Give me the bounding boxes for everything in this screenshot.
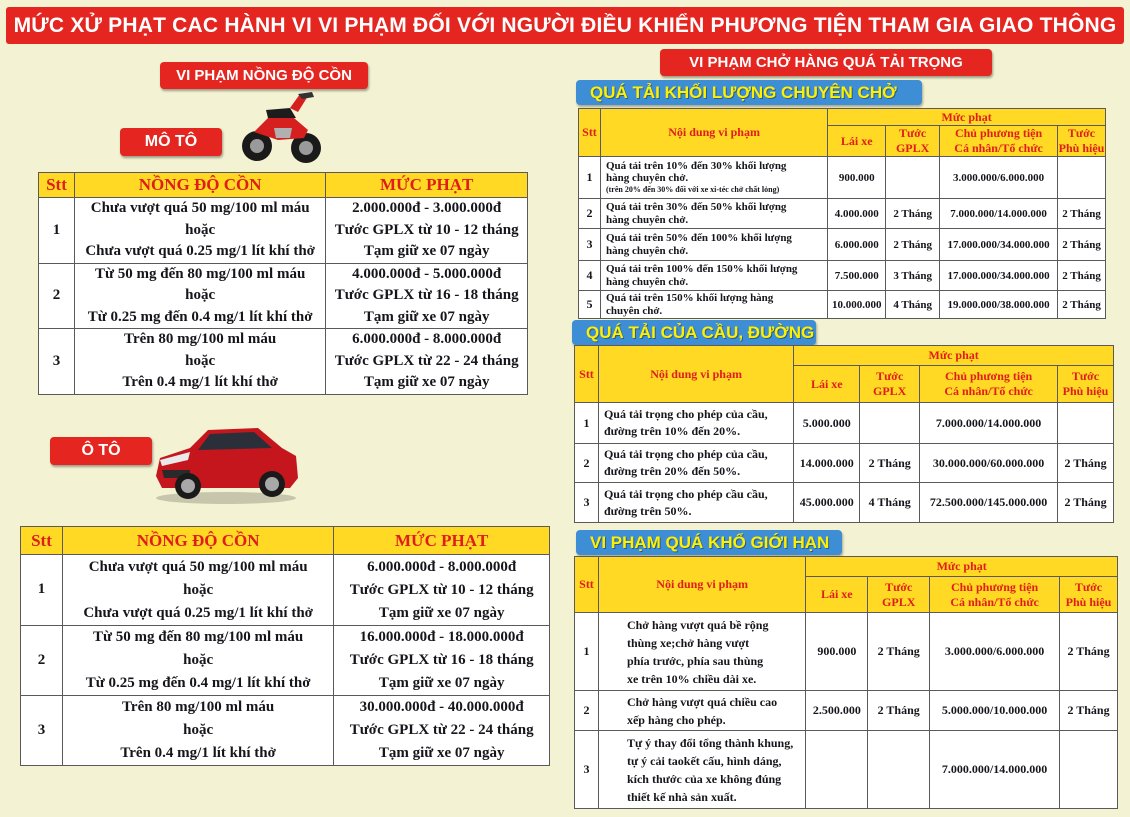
driver-fine: 6.000.000 [828,229,886,261]
overload-section-title: VI PHẠM CHỞ HÀNG QUÁ TẢI TRỌNG [660,49,992,76]
alcohol-level-cell: Chưa vượt quá 50 mg/100 ml máu hoặc Chưa vượt quá 0.25 mg/1 lít khí thở [62,555,333,626]
alcohol-section-title: VI PHẠM NỒNG ĐỘ CỒN [160,62,368,89]
table-row [575,483,1114,523]
row-stt: 2 [39,263,75,329]
header-driver: Lái xe [806,577,868,613]
driver-fine: 45.000.000 [794,483,860,523]
badge-suspension [1060,731,1118,809]
row-stt: 1 [575,403,599,444]
row-stt: 5 [579,291,601,319]
owner-fine: 30.000.000/60.000.000 [920,444,1058,483]
violation-cell: Chở hàng vượt quá chiều cao xếp hàng cho phép. [598,691,805,731]
fine-cell: 4.000.000đ - 5.000.000đ Tước GPLX từ 16 - 18 tháng Tạm giữ xe 07 ngày [326,263,528,329]
row-stt: 1 [39,198,75,264]
table-row [21,696,550,766]
badge-suspension [1058,403,1114,444]
driver-fine [806,731,868,809]
header-driver: Lái xe [794,366,860,403]
driver-fine: 2.500.000 [806,691,868,731]
violation-cell: Quá tải trọng cho phép của cầu, đường trên 20% đến 50%. [598,444,793,483]
owner-fine: 7.000.000/14.000.000 [940,199,1058,229]
owner-fine: 17.000.000/34.000.000 [940,261,1058,291]
header-stt: Stt [575,557,599,613]
row-stt: 2 [21,626,63,696]
row-stt: 3 [21,696,63,766]
table-row [579,157,1106,199]
owner-fine: 5.000.000/10.000.000 [930,691,1060,731]
motorbike-icon [238,88,324,168]
gplx-suspension [886,157,940,199]
owner-fine: 3.000.000/6.000.000 [940,157,1058,199]
owner-fine: 7.000.000/14.000.000 [930,731,1060,809]
driver-fine: 7.500.000 [828,261,886,291]
header-content: Nội dung vi phạm [600,109,827,157]
row-stt: 3 [575,483,599,523]
table-row [39,329,528,395]
gplx-suspension [868,731,930,809]
driver-fine: 14.000.000 [794,444,860,483]
alcohol-level-cell: Chưa vượt quá 50 mg/100 ml máu hoặc Chưa vượt quá 0.25 mg/1 lít khí thở [74,198,325,264]
header-stt: Stt [579,109,601,157]
car-icon [150,418,302,506]
row-stt: 3 [39,329,75,395]
badge-suspension: 2 Tháng [1060,691,1118,731]
motorbike-alcohol-table [38,172,528,395]
violation-cell: Quá tải trên 10% đến 30% khối lượng hàng chuyên chở. (trên 20% đến 30% đối với xe xi-téc chở chất lỏng) [600,157,827,199]
violation-cell: Quá tải trọng cho phép của cầu, đường trên 10% đến 20%. [598,403,793,444]
section2-title: QUÁ TẢI CỦA CẦU, ĐƯỜNG [572,320,816,345]
badge-suspension: 2 Tháng [1058,444,1114,483]
fine-cell: 16.000.000đ - 18.000.000đ Tước GPLX từ 16 - 18 tháng Tạm giữ xe 07 ngày [334,626,550,696]
gplx-suspension: 4 Tháng [886,291,940,319]
header-driver: Lái xe [828,126,886,157]
owner-fine: 19.000.000/38.000.000 [940,291,1058,319]
owner-fine: 17.000.000/34.000.000 [940,229,1058,261]
badge-suspension: 2 Tháng [1058,199,1106,229]
gplx-suspension: 2 Tháng [886,199,940,229]
row-stt: 1 [579,157,601,199]
row-stt: 2 [575,691,599,731]
table-row [575,731,1118,809]
driver-fine: 10.000.000 [828,291,886,319]
row-stt: 1 [21,555,63,626]
gplx-suspension: 2 Tháng [868,691,930,731]
header-gplx: Tước GPLX [868,577,930,613]
row-stt: 2 [575,444,599,483]
table-row [579,291,1106,319]
header-content: Nội dung vi phạm [598,346,793,403]
header-badge: Tước Phù hiệu [1058,366,1114,403]
table-row [579,199,1106,229]
badge-suspension: 2 Tháng [1058,261,1106,291]
page-title: MỨC XỬ PHẠT CAC HÀNH VI VI PHẠM ĐỐI VỚI NGƯỜI ĐIỀU KHIỂN PHƯƠNG TIỆN THAM GIA GIAO THÔNG [6,7,1124,44]
violation-cell: Quá tải trọng cho phép cầu cầu, đường trên 50%. [598,483,793,523]
badge-suspension: 2 Tháng [1058,483,1114,523]
table-row [575,691,1118,731]
violation-cell: Quá tải trên 30% đến 50% khối lượng hàng chuyên chở. [600,199,827,229]
header-gplx: Tước GPLX [886,126,940,157]
alcohol-level-cell: Từ 50 mg đến 80 mg/100 ml máu hoặc Từ 0.25 mg đến 0.4 mg/1 lít khí thở [74,263,325,329]
header-badge: Tước Phù hiệu [1058,126,1105,155]
header-gplx: Tước GPLX [860,366,920,403]
table-row [21,626,550,696]
bridge-overload-table [574,345,1114,523]
fine-cell: 2.000.000đ - 3.000.000đ Tước GPLX từ 10 - 12 tháng Tạm giữ xe 07 ngày [326,198,528,264]
car-label: Ô TÔ [50,437,152,465]
row-stt: 2 [579,199,601,229]
alcohol-level-cell: Trên 80 mg/100 ml máu hoặc Trên 0.4 mg/1 lít khí thở [74,329,325,395]
gplx-suspension [860,403,920,444]
row-stt: 3 [575,731,599,809]
gplx-suspension: 2 Tháng [860,444,920,483]
cargo-overload-table [578,108,1106,319]
fine-cell: 6.000.000đ - 8.000.000đ Tước GPLX từ 10 - 12 tháng Tạm giữ xe 07 ngày [334,555,550,626]
gplx-suspension: 2 Tháng [868,613,930,691]
violation-cell: Tự ý thay đổi tổng thành khung, tự ý cải taokết cấu, hình dáng, kích thước của xe không đúng thiết kế nhà sản xuất. [598,731,805,809]
badge-suspension: 2 Tháng [1058,291,1106,319]
row-stt: 4 [579,261,601,291]
owner-fine: 72.500.000/145.000.000 [920,483,1058,523]
violation-cell: Chở hàng vượt quá bề rộng thùng xe;chở hàng vượt phía trước, phía sau thùng xe trên 10% chiều dài xe. [598,613,805,691]
header-fine: Mức phạt [828,109,1106,126]
header-owner: Chủ phương tiện Cá nhân/Tổ chức [940,126,1058,157]
owner-fine: 3.000.000/6.000.000 [930,613,1060,691]
table-row [575,613,1118,691]
table-row [21,555,550,626]
table-row [579,261,1106,291]
header-fine: Mức phạt [806,557,1118,577]
oversize-table [574,556,1118,809]
header-owner: Chủ phương tiện Cá nhân/Tổ chức [920,366,1058,403]
row-stt: 3 [579,229,601,261]
header-stt: Stt [575,346,599,403]
table-row [579,229,1106,261]
badge-suspension: 2 Tháng [1060,613,1118,691]
driver-fine: 900.000 [806,613,868,691]
section3-title: VI PHẠM QUÁ KHỔ GIỚI HẠN [576,530,842,555]
header-fine: MỨC PHẠT [334,527,550,555]
table-row [39,263,528,329]
header-stt: Stt [39,173,75,198]
header-fine: Mức phạt [794,346,1114,366]
driver-fine: 4.000.000 [828,199,886,229]
header-content: Nội dung vi phạm [598,557,805,613]
gplx-suspension: 2 Tháng [886,229,940,261]
table-row [39,198,528,264]
header-alcohol-level: NỒNG ĐỘ CỒN [62,527,333,555]
header-owner: Chủ phương tiện Cá nhân/Tổ chức [930,577,1060,613]
alcohol-level-cell: Từ 50 mg đến 80 mg/100 ml máu hoặc Từ 0.25 mg đến 0.4 mg/1 lít khí thở [62,626,333,696]
alcohol-level-cell: Trên 80 mg/100 ml máu hoặc Trên 0.4 mg/1 lít khí thở [62,696,333,766]
violation-cell: Quá tải trên 50% đến 100% khối lượng hàng chuyên chở. [600,229,827,261]
gplx-suspension: 4 Tháng [860,483,920,523]
motorbike-label: MÔ TÔ [120,128,222,156]
header-alcohol-level: NỒNG ĐỘ CỒN [74,173,325,198]
gplx-suspension: 3 Tháng [886,261,940,291]
driver-fine: 900.000 [828,157,886,199]
violation-cell: Quá tải trên 150% khối lượng hàng chuyên chở. [600,291,827,319]
fine-cell: 30.000.000đ - 40.000.000đ Tước GPLX từ 22 - 24 tháng Tạm giữ xe 07 ngày [334,696,550,766]
row-stt: 1 [575,613,599,691]
fine-cell: 6.000.000đ - 8.000.000đ Tước GPLX từ 22 - 24 tháng Tạm giữ xe 07 ngày [326,329,528,395]
section1-title: QUÁ TẢI KHỐI LƯỢNG CHUYÊN CHỞ [576,80,922,105]
badge-suspension [1058,157,1106,199]
badge-suspension: 2 Tháng [1058,229,1106,261]
violation-cell: Quá tải trên 100% đến 150% khối lượng hàng chuyên chở. [600,261,827,291]
header-badge: Tước Phù hiệu [1060,577,1118,613]
table-row [575,403,1114,444]
car-alcohol-table [20,526,550,766]
header-fine: MỨC PHẠT [326,173,528,198]
header-stt: Stt [21,527,63,555]
driver-fine: 5.000.000 [794,403,860,444]
owner-fine: 7.000.000/14.000.000 [920,403,1058,444]
table-row [575,444,1114,483]
